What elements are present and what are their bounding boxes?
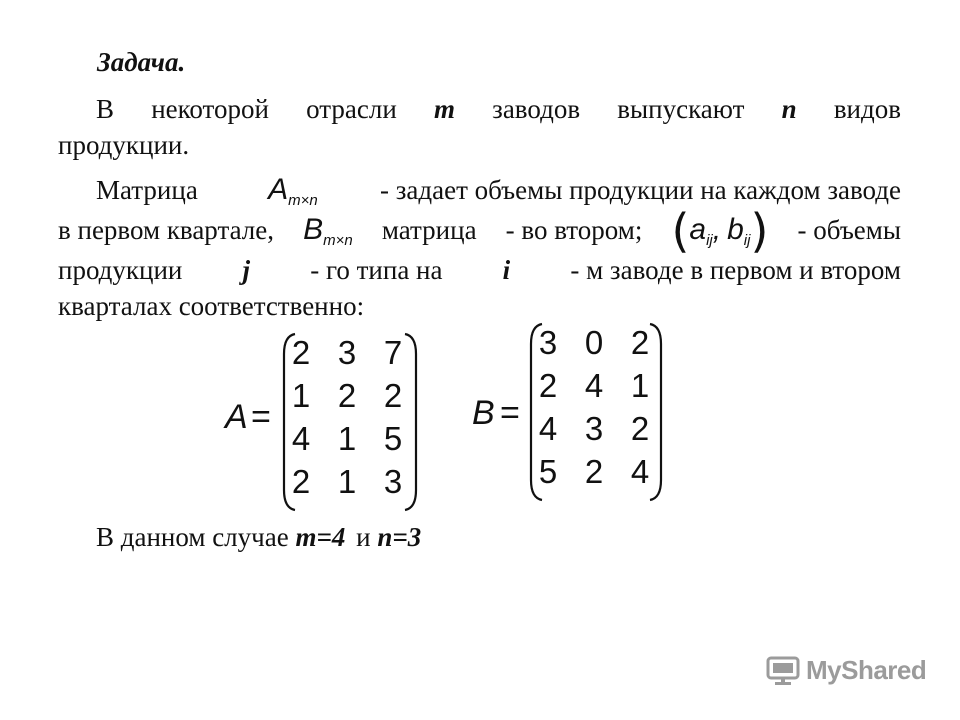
matrix-B-equals: =	[500, 394, 520, 432]
right-paren: )	[750, 204, 769, 258]
matrixA-cell-r3c3: 5	[383, 420, 403, 457]
matrixB-cell-r1c3: 2	[630, 324, 650, 361]
matrix-A	[225, 332, 425, 512]
matrix-A-name: A	[225, 398, 248, 436]
matrix-B-name: B	[472, 394, 495, 432]
matrixA-cell-r1c3: 7	[383, 334, 403, 371]
math-b: b	[727, 213, 744, 246]
math-a: a	[689, 213, 707, 246]
text-segment: видов	[833, 94, 901, 124]
m-equals-4: m=4	[295, 522, 346, 552]
math-sub-ij: ij	[743, 232, 751, 249]
matrixB-cell-r1c2: 0	[584, 324, 604, 361]
matrixA-cell-r4c3: 3	[383, 463, 403, 500]
math-A: A	[268, 173, 289, 206]
matrixA-cell-r1c1: 2	[291, 334, 311, 371]
myshared-watermark[interactable]	[766, 655, 926, 686]
paragraph-1-line-2: продукции.	[58, 130, 190, 160]
matrixB-cell-r3c2: 3	[584, 410, 604, 447]
text-segment: В некоторой отрасли	[96, 94, 397, 124]
matrixB-cell-r1c1: 3	[538, 324, 558, 361]
paragraph-2-line-3	[58, 252, 901, 288]
matrixA-cell-r1c2: 3	[337, 334, 357, 371]
var-n: n	[781, 94, 797, 124]
var-m: m	[433, 94, 455, 124]
matrixB-cell-r2c2: 4	[584, 367, 604, 404]
math-comma: ,	[712, 213, 722, 246]
conclusion-line	[96, 519, 421, 555]
matrixA-cell-r2c3: 2	[383, 377, 403, 414]
watermark-text: MyShared	[806, 655, 927, 685]
text-segment: заводов выпускают	[492, 94, 745, 124]
matrixA-cell-r3c2: 1	[337, 420, 357, 457]
matrixB-cell-r4c1: 5	[538, 453, 558, 490]
matrix-B	[472, 322, 672, 502]
projector-icon	[766, 656, 800, 686]
n-equals-3: n=3	[377, 522, 422, 552]
matrixB-cell-r2c3: 1	[630, 367, 650, 404]
matrixB-cell-r3c1: 4	[538, 410, 558, 447]
paragraph-2-line-4: кварталах соответственно:	[58, 291, 365, 321]
text-segment: и	[356, 522, 371, 552]
var-j: j	[242, 255, 251, 285]
left-paren: (	[671, 204, 690, 258]
text-segment: в первом квартале,	[58, 215, 275, 245]
math-sub-mn: m×n	[323, 232, 353, 249]
math-sub-ij: ij	[706, 232, 713, 249]
text-segment: В данном случае	[96, 522, 289, 552]
paragraph-1-line-1	[96, 91, 901, 127]
matrixB-cell-r4c2: 2	[584, 453, 604, 490]
matrixA-cell-r3c1: 4	[291, 420, 311, 457]
matrixA-cell-r4c1: 2	[291, 463, 311, 500]
matrixB-cell-r2c1: 2	[538, 367, 558, 404]
matrixA-cell-r4c2: 1	[337, 463, 357, 500]
math-B: B	[303, 213, 324, 246]
math-sub-mn: m×n	[288, 192, 318, 209]
text-segment: - во втором;	[505, 215, 643, 245]
task-title: Задача.	[97, 47, 186, 77]
matrixB-cell-r4c3: 4	[630, 453, 650, 490]
matrixB-cell-r3c3: 2	[630, 410, 650, 447]
text-segment: продукции	[58, 255, 183, 285]
matrixA-cell-r2c1: 1	[291, 377, 311, 414]
text-segment: - задает объемы продукции на каждом заводе	[379, 175, 901, 205]
text-segment: Матрица	[96, 175, 198, 205]
matrix-A-equals: =	[251, 398, 271, 436]
text-segment: - го типа на	[310, 255, 443, 285]
matrixA-cell-r2c2: 2	[337, 377, 357, 414]
text-segment: матрица	[381, 215, 477, 245]
var-i: i	[502, 255, 511, 285]
text-segment: - объемы	[797, 215, 901, 245]
text-segment: - м заводе в первом и втором	[570, 255, 901, 285]
